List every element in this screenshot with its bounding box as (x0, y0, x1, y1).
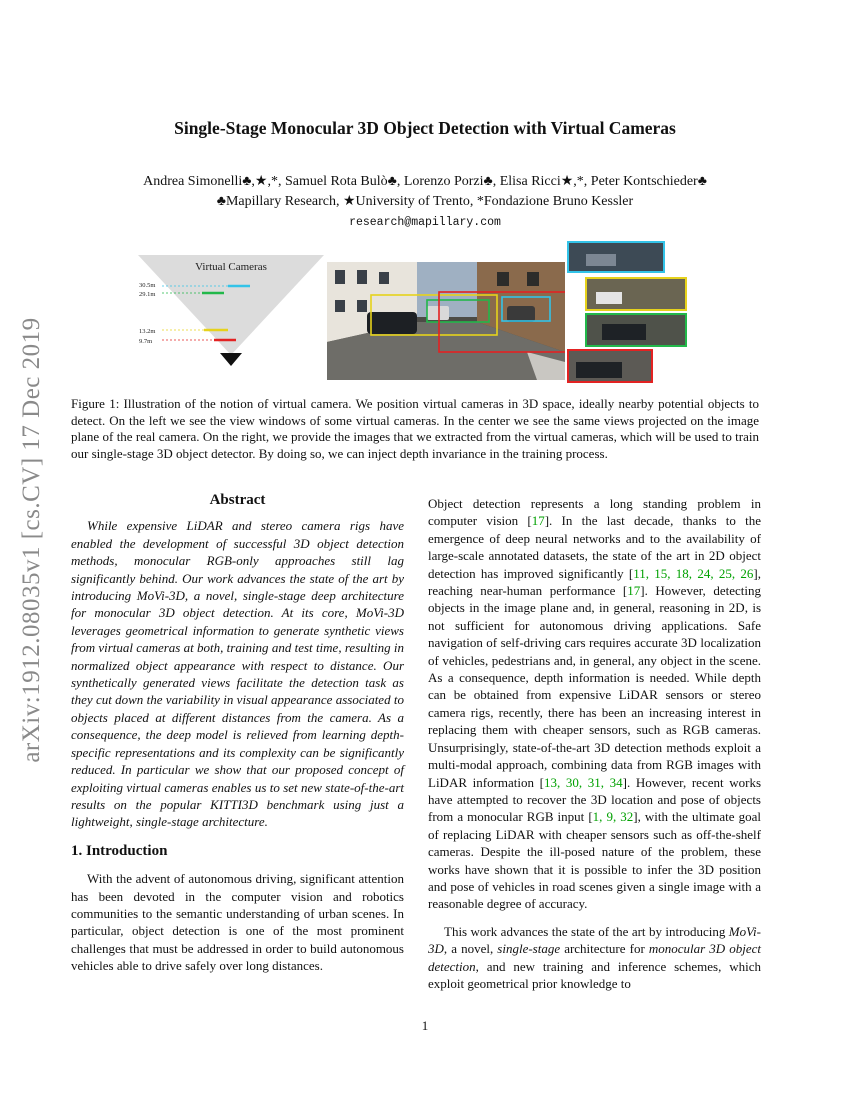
figure-virtual-views (566, 240, 690, 384)
arxiv-sidebar (0, 270, 64, 810)
arxiv-identifier: arXiv:1912.08035v1 [cs.CV] 17 Dec 2019 (18, 317, 45, 763)
page-number: 1 (421, 1018, 429, 1033)
authors-line: Andrea Simonelli♣,★,*, Samuel Rota Bulò♣, Lorenzo Porzi♣, Elisa Ricci★,*, Peter Kontschieder♣ (143, 174, 707, 189)
depth-label-4: 9.7m (139, 338, 153, 345)
real-camera-marker (220, 353, 242, 366)
contact-email: research@mapillary.com (349, 216, 501, 229)
citation[interactable]: 17 (531, 513, 545, 529)
figure-caption: Figure 1: Illustration of the notion of virtual camera. We position virtual cameras in 3D space, ideally nearby potential objects to detect. On the left we see the view windows of some virtual cameras. In the center we see the same views projected on the image plane of the real camera. On the right, we provide the images that we extracted from the virtual cameras, which will be used to train our single-stage 3D object detector. By doing so, we can inject depth invariance in the training process. (71, 396, 759, 462)
right-column (428, 495, 761, 992)
figure-virtual-cameras-diagram (138, 255, 324, 371)
panel-title: Virtual Cameras (195, 261, 267, 273)
figure-street-scene (327, 262, 565, 380)
citation[interactable]: 11, 15, 18, 24, 25, 26 (633, 565, 754, 581)
citation[interactable]: 13, 30, 31, 34 (543, 774, 623, 790)
abstract-heading: Abstract (209, 492, 266, 508)
affiliations-line: ♣Mapillary Research, ★University of Trento, *Fondazione Bruno Kessler (216, 194, 634, 209)
author-block (0, 172, 850, 212)
depth-label-1: 30.5m (139, 282, 156, 289)
frustum-diagram (138, 255, 324, 371)
virtual-view-crops (566, 240, 690, 384)
right-paragraph-1: Object detection represents a long standing problem in computer vision [17]. In the last decade, thanks to the emergence of deep neural networks and to the availability of large-scale annotated datasets, the state of the art in 2D object detection has improved significantly [11, 15, 18, 24, 25, 26], reaching near-human performance [17]. However, detecting objects in the image plane and, in general, reasoning in 2D, is not sufficient for autonomous driving applications. Safe navigation of self-driving cars requires accurate 3D localization of vehicles, pedestrians and, in general, any object in the scene. As a consequence, depth information is needed. While depth can be obtained from expensive LiDAR sensors or stereo camera rigs, recently, there has been an increasing interest in replacing them with cheaper sensors, such as RGB cameras. Unsurprisingly, state-of-the-art 3D detection methods exploit a multi-modal approach, combining data from RGB images with LiDAR information [13, 30, 31, 34]. However, recent works have attempted to recover the 3D location and pose of objects from a monocular RGB input [1, 9, 32], with the ultimate goal of replacing LiDAR with cheaper sensors such as off-the-shelf cameras. Despite the ill-posed nature of the problem, these works have shown that it is possible to infer the 3D position and pose of vehicles in road scenes given a single image with a reasonable degree of accuracy. (428, 496, 761, 912)
citation[interactable]: 17 (627, 583, 641, 599)
depth-label-2: 29.1m (139, 291, 156, 298)
street-scene-image (327, 262, 565, 380)
paper-title: Single-Stage Monocular 3D Object Detection with Virtual Cameras (174, 118, 676, 138)
abstract-text: While expensive LiDAR and stereo camera rigs have enabled the development of successful 3D object detection methods, monocular RGB-only approaches still lag significantly behind. Our work advances the state of the art by introducing MoVi-3D, a novel, single-stage deep architecture for monocular 3D object detection. At its core, MoVi-3D leverages geometrical information to generate synthetic views from virtual cameras at both, training and test time, resulting in normalized object appearance with respect to distance. Our synthetically generated views facilitate the detection task as they cut down the variability in visual appearance associated to objects placed at different distances from the camera. As a consequence, the deep model is relieved from learning depth-specific representations and its complexity can be significantly reduced. In particular we show that our proposed concept of exploiting virtual cameras enables us to set new state-of-the-art results on the popular KITTI3D benchmark using just a lightweight, single-stage architecture. (71, 518, 404, 830)
left-column (71, 492, 404, 975)
introduction-heading: 1. Introduction (71, 842, 168, 859)
citation[interactable]: 1, 9, 32 (592, 809, 634, 825)
depth-label-3: 13.2m (139, 328, 156, 335)
intro-paragraph: With the advent of autonomous driving, significant attention has been devoted in the computer vision and robotics communities to the semantic understanding of urban scenes. In particular, object detection is one of the most prominent challenges that must be addressed in order to build autonomous vehicles able to drive safely over long distances. (71, 871, 404, 974)
right-paragraph-2: This work advances the state of the art by introducing MoVi-3D, a novel, single-stage architecture for monocular 3D object detection, and new training and inference schemes, which exploit geometrical prior knowledge to (428, 923, 761, 991)
